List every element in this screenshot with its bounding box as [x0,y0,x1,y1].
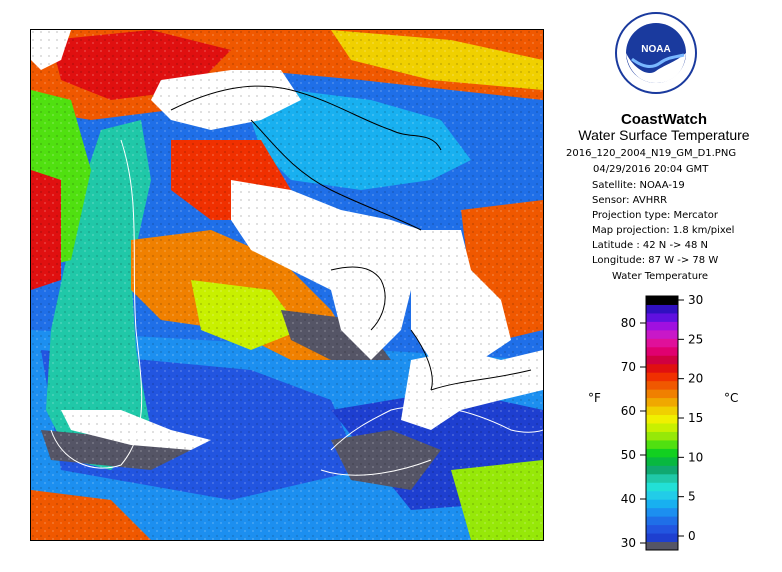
app-title: CoastWatch [620,111,708,128]
celsius-tick-label: 5 [688,489,696,504]
color-bar-segment [646,525,678,534]
unit-celsius: °C [724,391,739,405]
color-bar-segment [646,347,678,356]
color-bar-segment [646,440,678,449]
color-bar-segment [646,313,678,322]
satellite-label: Satellite: NOAA-19 [592,180,685,191]
sensor-label: Sensor: AVHRR [592,195,668,206]
color-bar-segment [646,542,678,551]
celsius-ticks [678,293,703,543]
map-svg [31,30,543,540]
fahrenheit-tick-label: 40 [620,492,636,506]
color-bar-segment [646,508,678,517]
map-texture [31,30,543,540]
color-bar-segment [646,364,678,373]
color-bar-segment [646,330,678,339]
color-bar-segment [646,533,678,542]
color-bar-segment [646,381,678,390]
color-bar-segment [646,516,678,525]
fahrenheit-tick-label: 80 [620,316,636,330]
longitude-label: Longitude: 87 W -> 78 W [592,255,719,266]
celsius-tick-label: 25 [688,332,704,347]
projection-type-label: Projection type: Mercator [592,210,718,221]
noaa-logo [614,11,698,95]
temperature-color-scale [580,288,780,552]
color-bar-segment [646,406,678,415]
color-bar-segment [646,398,678,407]
celsius-tick-label: 30 [688,293,704,307]
color-bar-segment [646,491,678,500]
color-bar-segment [646,465,678,474]
color-bar-segment [646,457,678,466]
color-bar-segment [646,355,678,364]
color-bar-segment [646,372,678,381]
color-bar-segment [646,448,678,457]
legend-title: Water Temperature [612,271,709,282]
unit-fahrenheit: °F [588,391,601,405]
celsius-tick-label: 10 [688,450,704,465]
color-bar-segment [646,415,678,424]
color-bar-segment [646,304,678,313]
celsius-tick-label: 15 [688,411,704,425]
color-bar-segment [646,296,678,305]
color-bar-segment [646,474,678,483]
fahrenheit-tick-label: 50 [620,448,636,462]
map-projection-label: Map projection: 1.8 km/pixel [592,225,735,236]
filename-label: 2016_120_2004_N19_GM_D1.PNG [566,148,737,159]
color-bar-segment [646,321,678,330]
color-bar-segment [646,338,678,347]
color-bar-segment [646,389,678,398]
fahrenheit-ticks [621,316,646,550]
latitude-label: Latitude : 42 N -> 48 N [592,240,708,251]
color-bar [646,296,678,551]
fahrenheit-tick-label: 60 [620,404,636,418]
color-bar-segment [646,431,678,440]
fahrenheit-tick-label: 30 [620,536,636,550]
celsius-tick-label: 20 [688,371,704,386]
noaa-logo-graphic [614,11,698,95]
logo-text: NOAA [641,44,671,55]
map-subtitle: Water Surface Temperature [578,127,750,143]
fahrenheit-tick-label: 70 [620,360,636,374]
celsius-tick-label: 0 [688,529,696,543]
color-bar-segment [646,499,678,508]
temperature-map [30,29,544,541]
color-bar-segment [646,423,678,432]
datetime-label: 04/29/2016 20:04 GMT [593,164,709,175]
color-bar-segment [646,482,678,491]
